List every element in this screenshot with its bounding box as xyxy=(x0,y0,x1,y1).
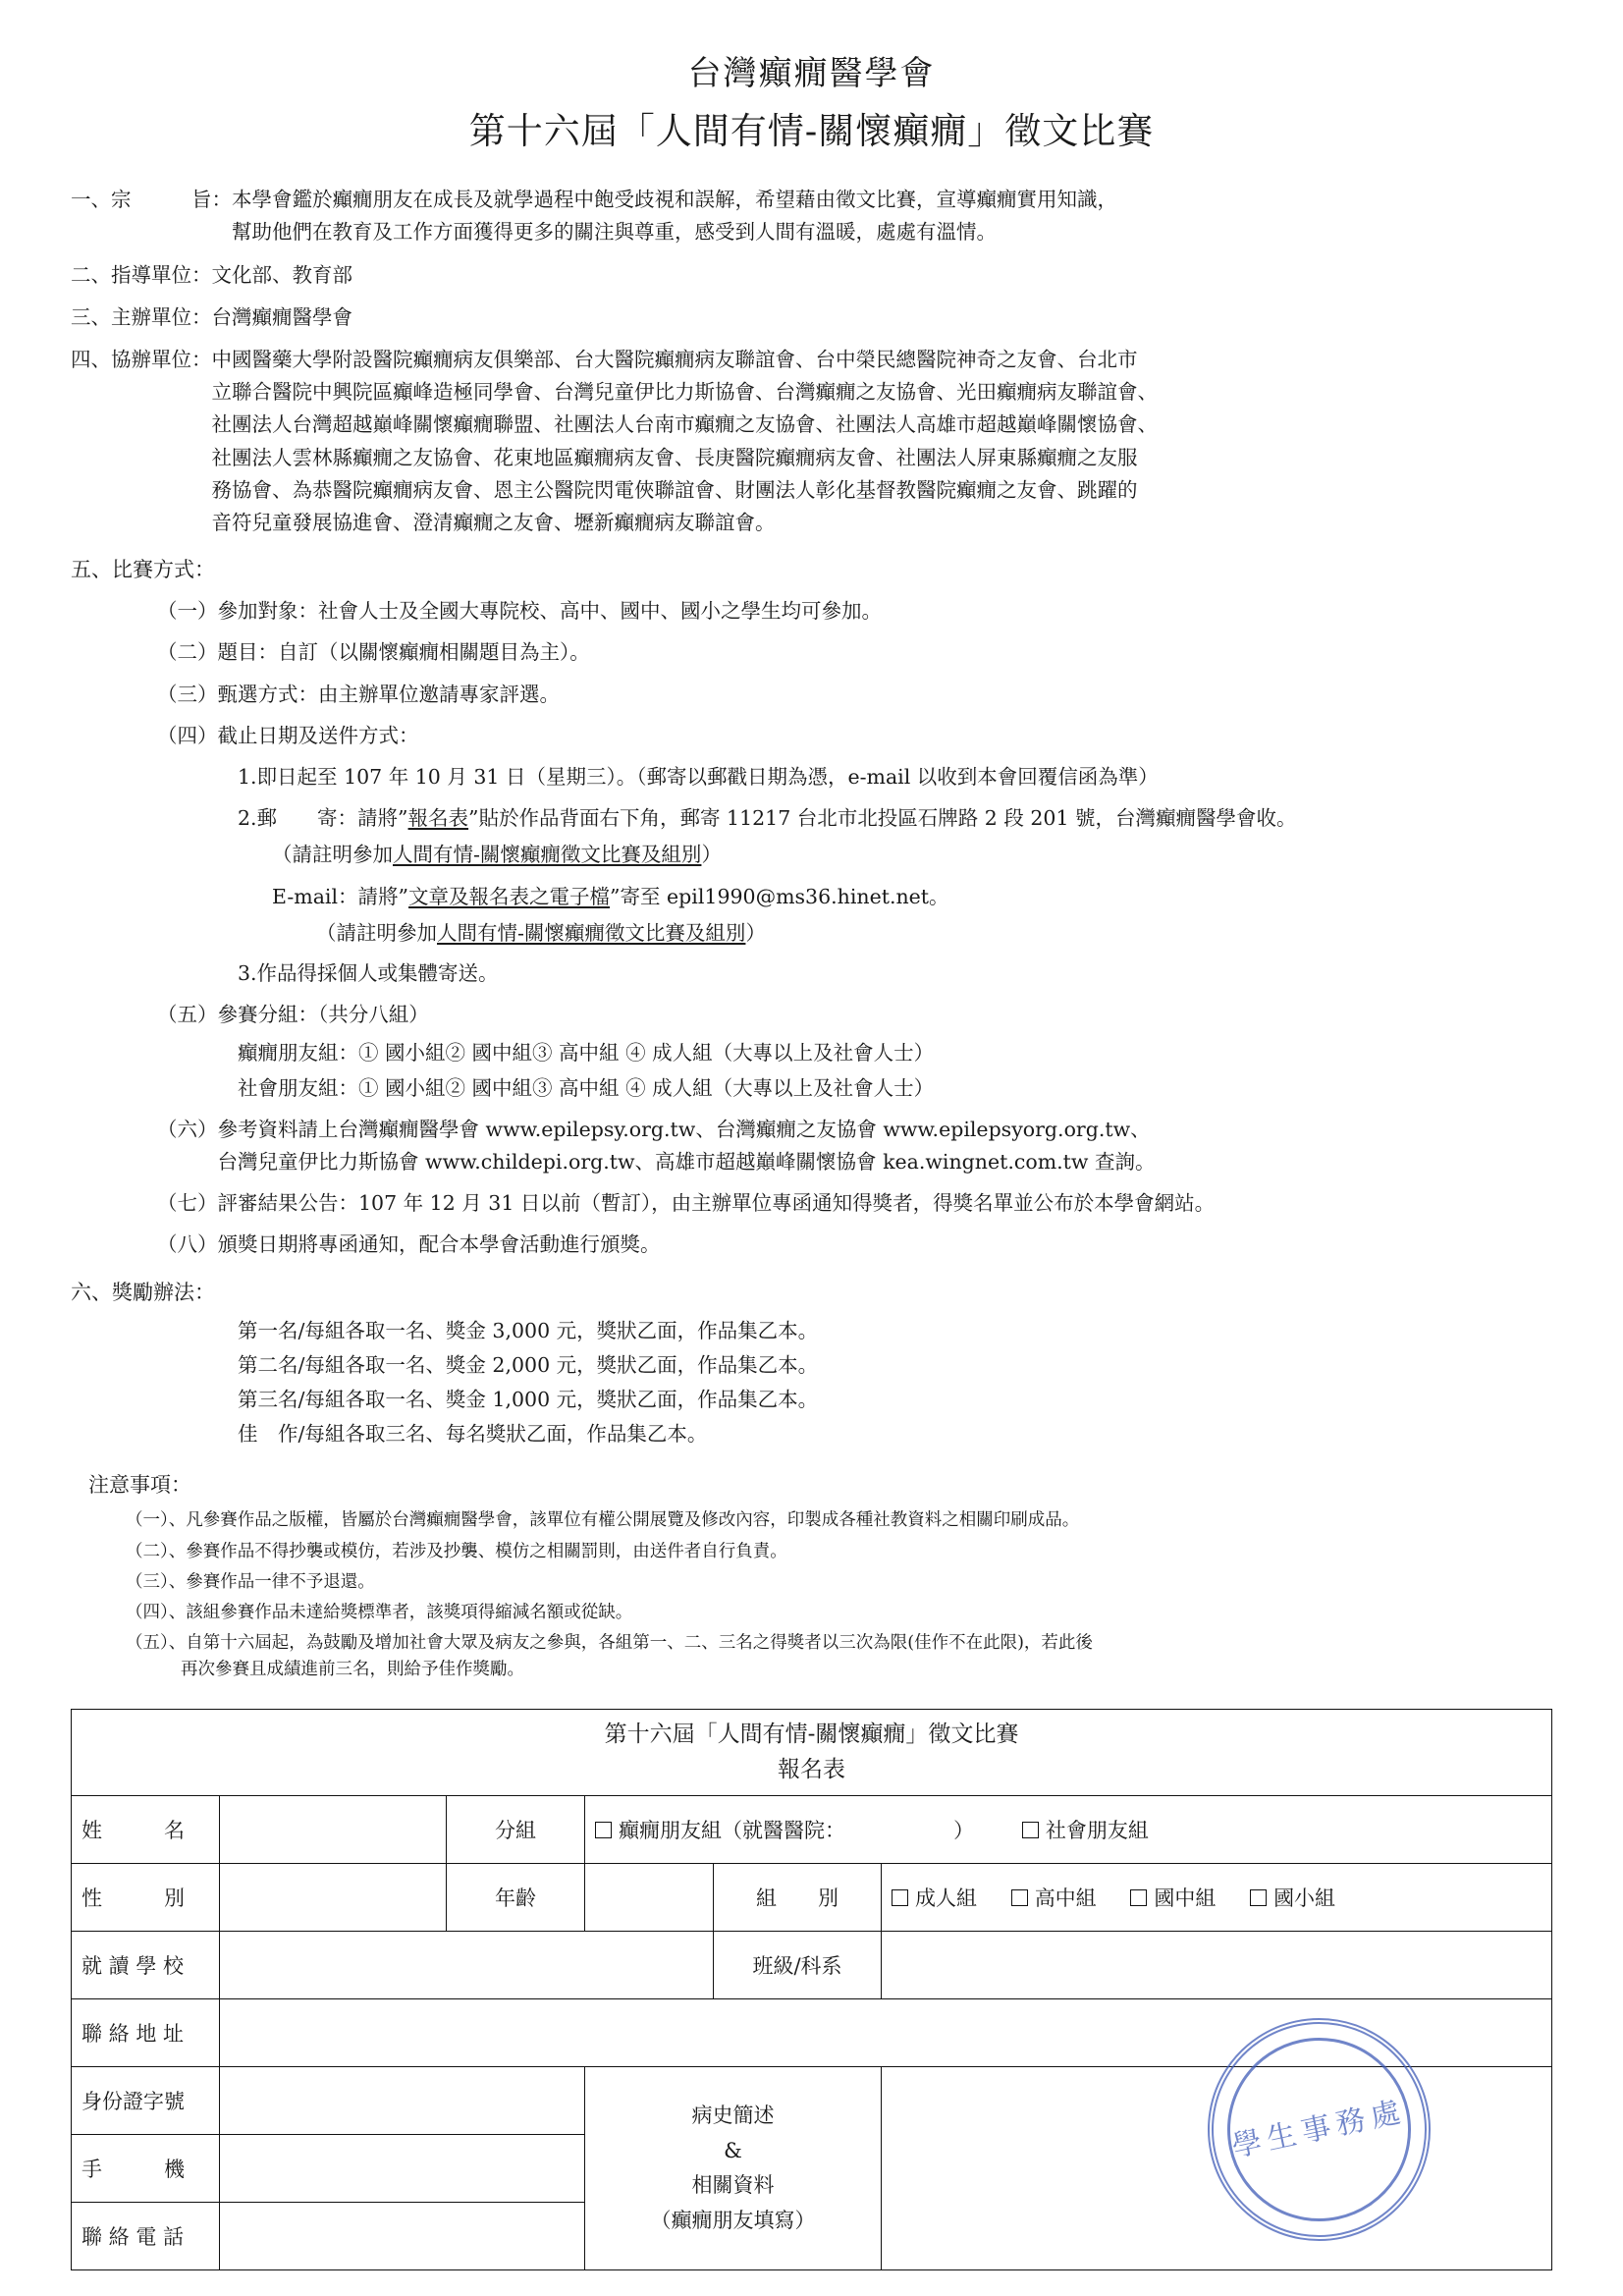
input-history[interactable] xyxy=(882,2067,1552,2270)
rule-item-1-no: （一） xyxy=(157,599,218,624)
input-id[interactable] xyxy=(220,2067,585,2135)
coorganizer-line: 社團法人台灣超越巔峰關懷癲癇聯盟、社團法人台南市癲癇之友協會、社團法人高雄市超越巔峰關懷協會、 xyxy=(211,412,1158,437)
label-address-text: 聯 絡 地 址 xyxy=(81,2022,185,2047)
note-no: （一）、 xyxy=(126,1510,187,1531)
note-no: （三）、 xyxy=(126,1571,187,1592)
rule-item-4-text: 截止日期及送件方式： xyxy=(217,723,419,747)
checkbox-box-icon[interactable] xyxy=(1022,1822,1039,1838)
checkbox-patient-group-label: 癲癇朋友組（就醫醫院： xyxy=(619,1819,845,1843)
form-title-line-1: 第十六屆「人間有情-關懷癲癇」徵文比賽 xyxy=(604,1722,1019,1748)
email-note-post: ） xyxy=(745,920,766,945)
input-class[interactable] xyxy=(882,1932,1552,1999)
table-row xyxy=(72,1932,1552,1999)
history-line-4: （癲癇朋友填寫） xyxy=(650,2209,816,2233)
label-history xyxy=(585,2067,882,2270)
mail-note-underline: 人間有情-關懷癲癇徵文比賽及組別 xyxy=(393,843,702,867)
input-phone[interactable] xyxy=(220,2203,585,2270)
seal-text: 學生事務處 xyxy=(1228,2093,1410,2164)
checkbox-box-icon[interactable] xyxy=(1250,1889,1267,1906)
email-text-post: ”寄至 epil1990@ms36.hinet.net。 xyxy=(610,884,949,908)
history-line-1: 病史簡述 xyxy=(691,2104,775,2128)
input-sex[interactable] xyxy=(220,1864,447,1932)
label-group: 分組 xyxy=(447,1796,585,1864)
page-title: 第十六屆「人間有情-關懷癲癇」徵文比賽 xyxy=(468,109,1155,152)
reference-line-2: 台灣兒童伊比力斯協會 www.childepi.org.tw、高雄市超越巔峰關懷協會 kea.wingnet.com.tw 查詢。 xyxy=(217,1149,1156,1174)
checkbox-public-group[interactable] xyxy=(1022,1819,1149,1842)
rule-item-1-text: 參加對象：社會人士及全國大專院校、高中、國中、國小之學生均可參加。 xyxy=(217,599,882,624)
email-note-pre: （請註明參加 xyxy=(316,920,437,945)
mail-item xyxy=(238,802,1552,835)
section-advisors-value: 文化部、教育部 xyxy=(211,262,352,287)
checkbox-adult-group[interactable] xyxy=(892,1886,977,1910)
note-item xyxy=(126,1507,1552,1534)
history-line-2: & xyxy=(724,2138,742,2162)
label-phone-text: 聯 絡 電 話 xyxy=(81,2225,185,2250)
label-address xyxy=(72,1999,220,2067)
rule-item-2-no: （二） xyxy=(157,640,218,665)
mail-note-post: ） xyxy=(701,843,722,867)
table-row xyxy=(72,2067,1552,2135)
label-school xyxy=(72,1932,220,1999)
result-no: （七） xyxy=(157,1191,218,1216)
document-body xyxy=(0,158,1623,1683)
coorganizer-line: 務協會、為恭醫院癲癇病友會、恩主公醫院閃電俠聯誼會、財團法人彰化基督教醫院癲癇之友會、跳躍的 xyxy=(211,477,1138,502)
grouping-item xyxy=(157,999,1552,1031)
input-address[interactable] xyxy=(220,1999,1552,2067)
note-item xyxy=(126,1630,1552,1657)
mail-attachment-name: 報名表 xyxy=(407,806,469,831)
note-item xyxy=(126,1539,1552,1565)
rule-item-4-no: （四） xyxy=(157,723,218,747)
notes-title: 注意事項： xyxy=(88,1473,191,1498)
note-no: （四）、 xyxy=(126,1602,187,1622)
note-item xyxy=(126,1600,1552,1626)
form-title-line-2: 報名表 xyxy=(778,1756,845,1782)
deadline-no: 1. xyxy=(238,764,257,789)
mail-text-pre: 請將” xyxy=(357,806,408,831)
note-no: （五）、 xyxy=(126,1632,187,1653)
checkbox-juniorhigh-group[interactable] xyxy=(1130,1886,1216,1910)
section-awards-title: 六、獎勵辦法： xyxy=(71,1280,215,1304)
org-title: 台灣癲癇醫學會 xyxy=(687,54,936,93)
grouping-text: 參賽分組：（共分八組） xyxy=(217,1003,429,1027)
table-row xyxy=(72,1796,1552,1864)
label-grouping xyxy=(714,1864,882,1932)
notes-list xyxy=(71,1507,1552,1683)
checkbox-box-icon[interactable] xyxy=(892,1889,908,1906)
section-coorganizers-label: 四、協辦單位： xyxy=(71,347,212,371)
rule-item-3-text: 甄選方式：由主辦單位邀請專家評選。 xyxy=(217,682,560,706)
label-age: 年齡 xyxy=(447,1864,585,1932)
group-options-cell xyxy=(585,1796,1552,1864)
label-name-text: 姓 名 xyxy=(81,1819,185,1843)
submission-item-3: 3.作品得採個人或集體寄送。 xyxy=(238,960,499,985)
note-no: （二）、 xyxy=(126,1541,187,1561)
form-title-cell xyxy=(72,1710,1552,1796)
document-header xyxy=(0,0,1623,158)
email-text-pre: 請將” xyxy=(357,884,409,908)
email-note xyxy=(316,917,1552,950)
table-row xyxy=(72,1999,1552,2067)
checkbox-box-icon[interactable] xyxy=(1011,1889,1028,1906)
label-grouping-text: 組 別 xyxy=(756,1886,839,1911)
input-school[interactable] xyxy=(220,1932,714,1999)
section-organizer-label: 三、主辦單位： xyxy=(71,304,212,329)
section-purpose-line-1: 本學會鑑於癲癇朋友在成長及就學過程中飽受歧視和誤解，希望藉由徵文比賽，宣導癲癇實用知識， xyxy=(232,188,1117,212)
reference-no: （六） xyxy=(157,1117,218,1141)
rule-item-4 xyxy=(157,720,1552,752)
ceremony-item xyxy=(157,1229,1552,1261)
award-row-honorable: 佳 作/每組各取三名、每名獎狀乙面，作品集乙本。 xyxy=(238,1422,708,1447)
label-sex xyxy=(72,1864,220,1932)
table-row xyxy=(72,1864,1552,1932)
checkbox-elementary-label: 國小組 xyxy=(1273,1886,1336,1911)
label-sex-text: 性 別 xyxy=(81,1886,185,1911)
checkbox-highschool-label: 高中組 xyxy=(1034,1886,1097,1911)
rule-item-1 xyxy=(157,595,1552,628)
coorganizer-line: 社團法人雲林縣癲癇之友協會、花東地區癲癇病友會、長庚醫院癲癇病友會、社團法人屏東縣癲癇之友服 xyxy=(211,445,1138,469)
coorganizer-line: 立聯合醫院中興院區癲峰造極同學會、台灣兒童伊比力斯協會、台灣癲癇之友協會、光田癲癇病友聯誼會、 xyxy=(211,380,1158,405)
note-text: 自第十六屆起，為鼓勵及增加社會大眾及病友之參與，各組第一、二、三名之得獎者以三次為限(佳作不在此限)，若此後 xyxy=(186,1632,1093,1653)
table-row xyxy=(72,1710,1552,1796)
email-attachment-name: 文章及報名表之電子檔 xyxy=(408,884,611,908)
label-school-text: 就 讀 學 校 xyxy=(81,1954,185,1979)
award-row-third: 第三名/每組各取一名、獎金 1,000 元，獎狀乙面，作品集乙本。 xyxy=(238,1388,819,1412)
reference-item xyxy=(157,1114,1552,1178)
award-row-second: 第二名/每組各取一名、獎金 2,000 元，獎狀乙面，作品集乙本。 xyxy=(238,1352,819,1377)
label-mobile-text: 手 機 xyxy=(81,2158,185,2182)
checkbox-box-icon[interactable] xyxy=(595,1822,612,1838)
registration-form-table xyxy=(71,1709,1552,2270)
checkbox-highschool-group[interactable] xyxy=(1011,1886,1097,1910)
label-id-text: 身份證字號 xyxy=(81,2090,185,2114)
rule-item-3 xyxy=(157,679,1552,711)
coorganizer-line: 音符兒童發展協進會、澄清癲癇之友會、壢新癲癇病友聯誼會。 xyxy=(211,510,776,534)
section-advisors-label: 二、指導單位： xyxy=(71,262,212,287)
label-class: 班級/科系 xyxy=(714,1932,882,1999)
rule-item-3-no: （三） xyxy=(157,682,218,706)
ceremony-no: （八） xyxy=(157,1232,218,1257)
hospital-input[interactable] xyxy=(852,1819,944,1842)
mail-label: 2.郵 寄： xyxy=(238,806,358,831)
mail-text-post: ”貼於作品背面右下角，郵寄 11217 台北市北投區石牌路 2 段 201 號，台灣癲癇醫學會收。 xyxy=(468,806,1297,831)
grouping-row-public: 社會朋友組：① 國小組② 國中組③ 高中組 ④ 成人組（大專以上及社會人士） xyxy=(238,1075,935,1100)
email-label: E-mail： xyxy=(272,884,358,908)
result-text: 評審結果公告：107 年 12 月 31 日以前（暫訂），由主辦單位專函通知得獎者，得獎名單並公布於本學會網站。 xyxy=(217,1191,1216,1216)
checkbox-elementary-group[interactable] xyxy=(1250,1886,1335,1910)
section-rules-title: 五、比賽方式： xyxy=(71,558,215,582)
section-purpose xyxy=(71,184,1552,248)
section-organizer xyxy=(71,301,1552,334)
grouping-options-cell xyxy=(882,1864,1552,1932)
note-text: 參賽作品一律不予退還。 xyxy=(186,1571,375,1592)
note-text: 參賽作品不得抄襲或模仿，若涉及抄襲、模仿之相關罰則，由送件者自行負責。 xyxy=(186,1541,787,1561)
section-organizer-value: 台灣癲癇醫學會 xyxy=(211,304,352,329)
checkbox-juniorhigh-label: 國中組 xyxy=(1154,1886,1217,1911)
label-name xyxy=(72,1796,220,1864)
checkbox-adult-label: 成人組 xyxy=(915,1886,977,1911)
label-id xyxy=(72,2067,220,2135)
input-age[interactable] xyxy=(585,1864,714,1932)
section-purpose-line-2: 幫助他們在教育及工作方面獲得更多的關注與尊重，感受到人間有溫暖，處處有溫情。 xyxy=(232,220,997,245)
deadline-text: 即日起至 107 年 10 月 31 日（星期三）。（郵寄以郵戳日期為憑，e-mail 以收到本會回覆信函為準） xyxy=(256,764,1159,789)
note-item xyxy=(126,1569,1552,1596)
checkbox-box-icon[interactable] xyxy=(1130,1889,1147,1906)
email-item xyxy=(272,881,1552,913)
award-row-first: 第一名/每組各取一名、獎金 3,000 元，獎狀乙面，作品集乙本。 xyxy=(238,1318,819,1342)
mail-note-pre: （請註明參加 xyxy=(272,843,393,867)
input-name[interactable] xyxy=(220,1796,447,1864)
deadline-item xyxy=(238,761,1552,793)
grouping-no: （五） xyxy=(157,1003,218,1027)
note-text: 該組參賽作品未達給獎標準者，該獎項得縮減名額或從缺。 xyxy=(186,1602,633,1622)
history-line-3: 相關資料 xyxy=(691,2173,775,2198)
note-text: 凡參賽作品之版權，皆屬於台灣癲癇醫學會，該單位有權公開展覽及修改內容，印製成各種社教資料之相關印刷成品。 xyxy=(186,1510,1080,1531)
label-phone xyxy=(72,2203,220,2270)
note-item-continuation: 再次參賽且成績進前三名，則給予佳作獎勵。 xyxy=(181,1660,524,1680)
checkbox-public-group-label: 社會朋友組 xyxy=(1045,1819,1149,1843)
result-item xyxy=(157,1187,1552,1220)
rule-item-2 xyxy=(157,636,1552,669)
ceremony-text: 頒獎日期將專函通知，配合本學會活動進行頒獎。 xyxy=(217,1232,661,1257)
section-purpose-label: 一、宗 旨： xyxy=(71,188,232,212)
rule-item-2-text: 題目：自訂（以關懷癲癇相關題目為主）。 xyxy=(217,640,590,665)
paren-close: ） xyxy=(953,1819,975,1843)
email-note-underline: 人間有情-關懷癲癇徵文比賽及組別 xyxy=(437,920,746,945)
grouping-row-patients: 癲癇朋友組：① 國小組② 國中組③ 高中組 ④ 成人組（大專以上及社會人士） xyxy=(238,1041,935,1066)
checkbox-patient-group[interactable] xyxy=(595,1819,852,1842)
section-advisors xyxy=(71,259,1552,292)
mail-note xyxy=(272,839,1552,871)
input-mobile[interactable] xyxy=(220,2135,585,2203)
reference-line-1: 參考資料請上台灣癲癇醫學會 www.epilepsy.org.tw、台灣癲癇之友協會 www.epilepsyorg.org.tw、 xyxy=(217,1117,1151,1141)
section-coorganizers xyxy=(71,344,1552,539)
label-mobile xyxy=(72,2135,220,2203)
coorganizer-line: 中國醫藥大學附設醫院癲癇病友俱樂部、台大醫院癲癇病友聯誼會、台中榮民總醫院神奇之友會、台北市 xyxy=(211,347,1138,371)
